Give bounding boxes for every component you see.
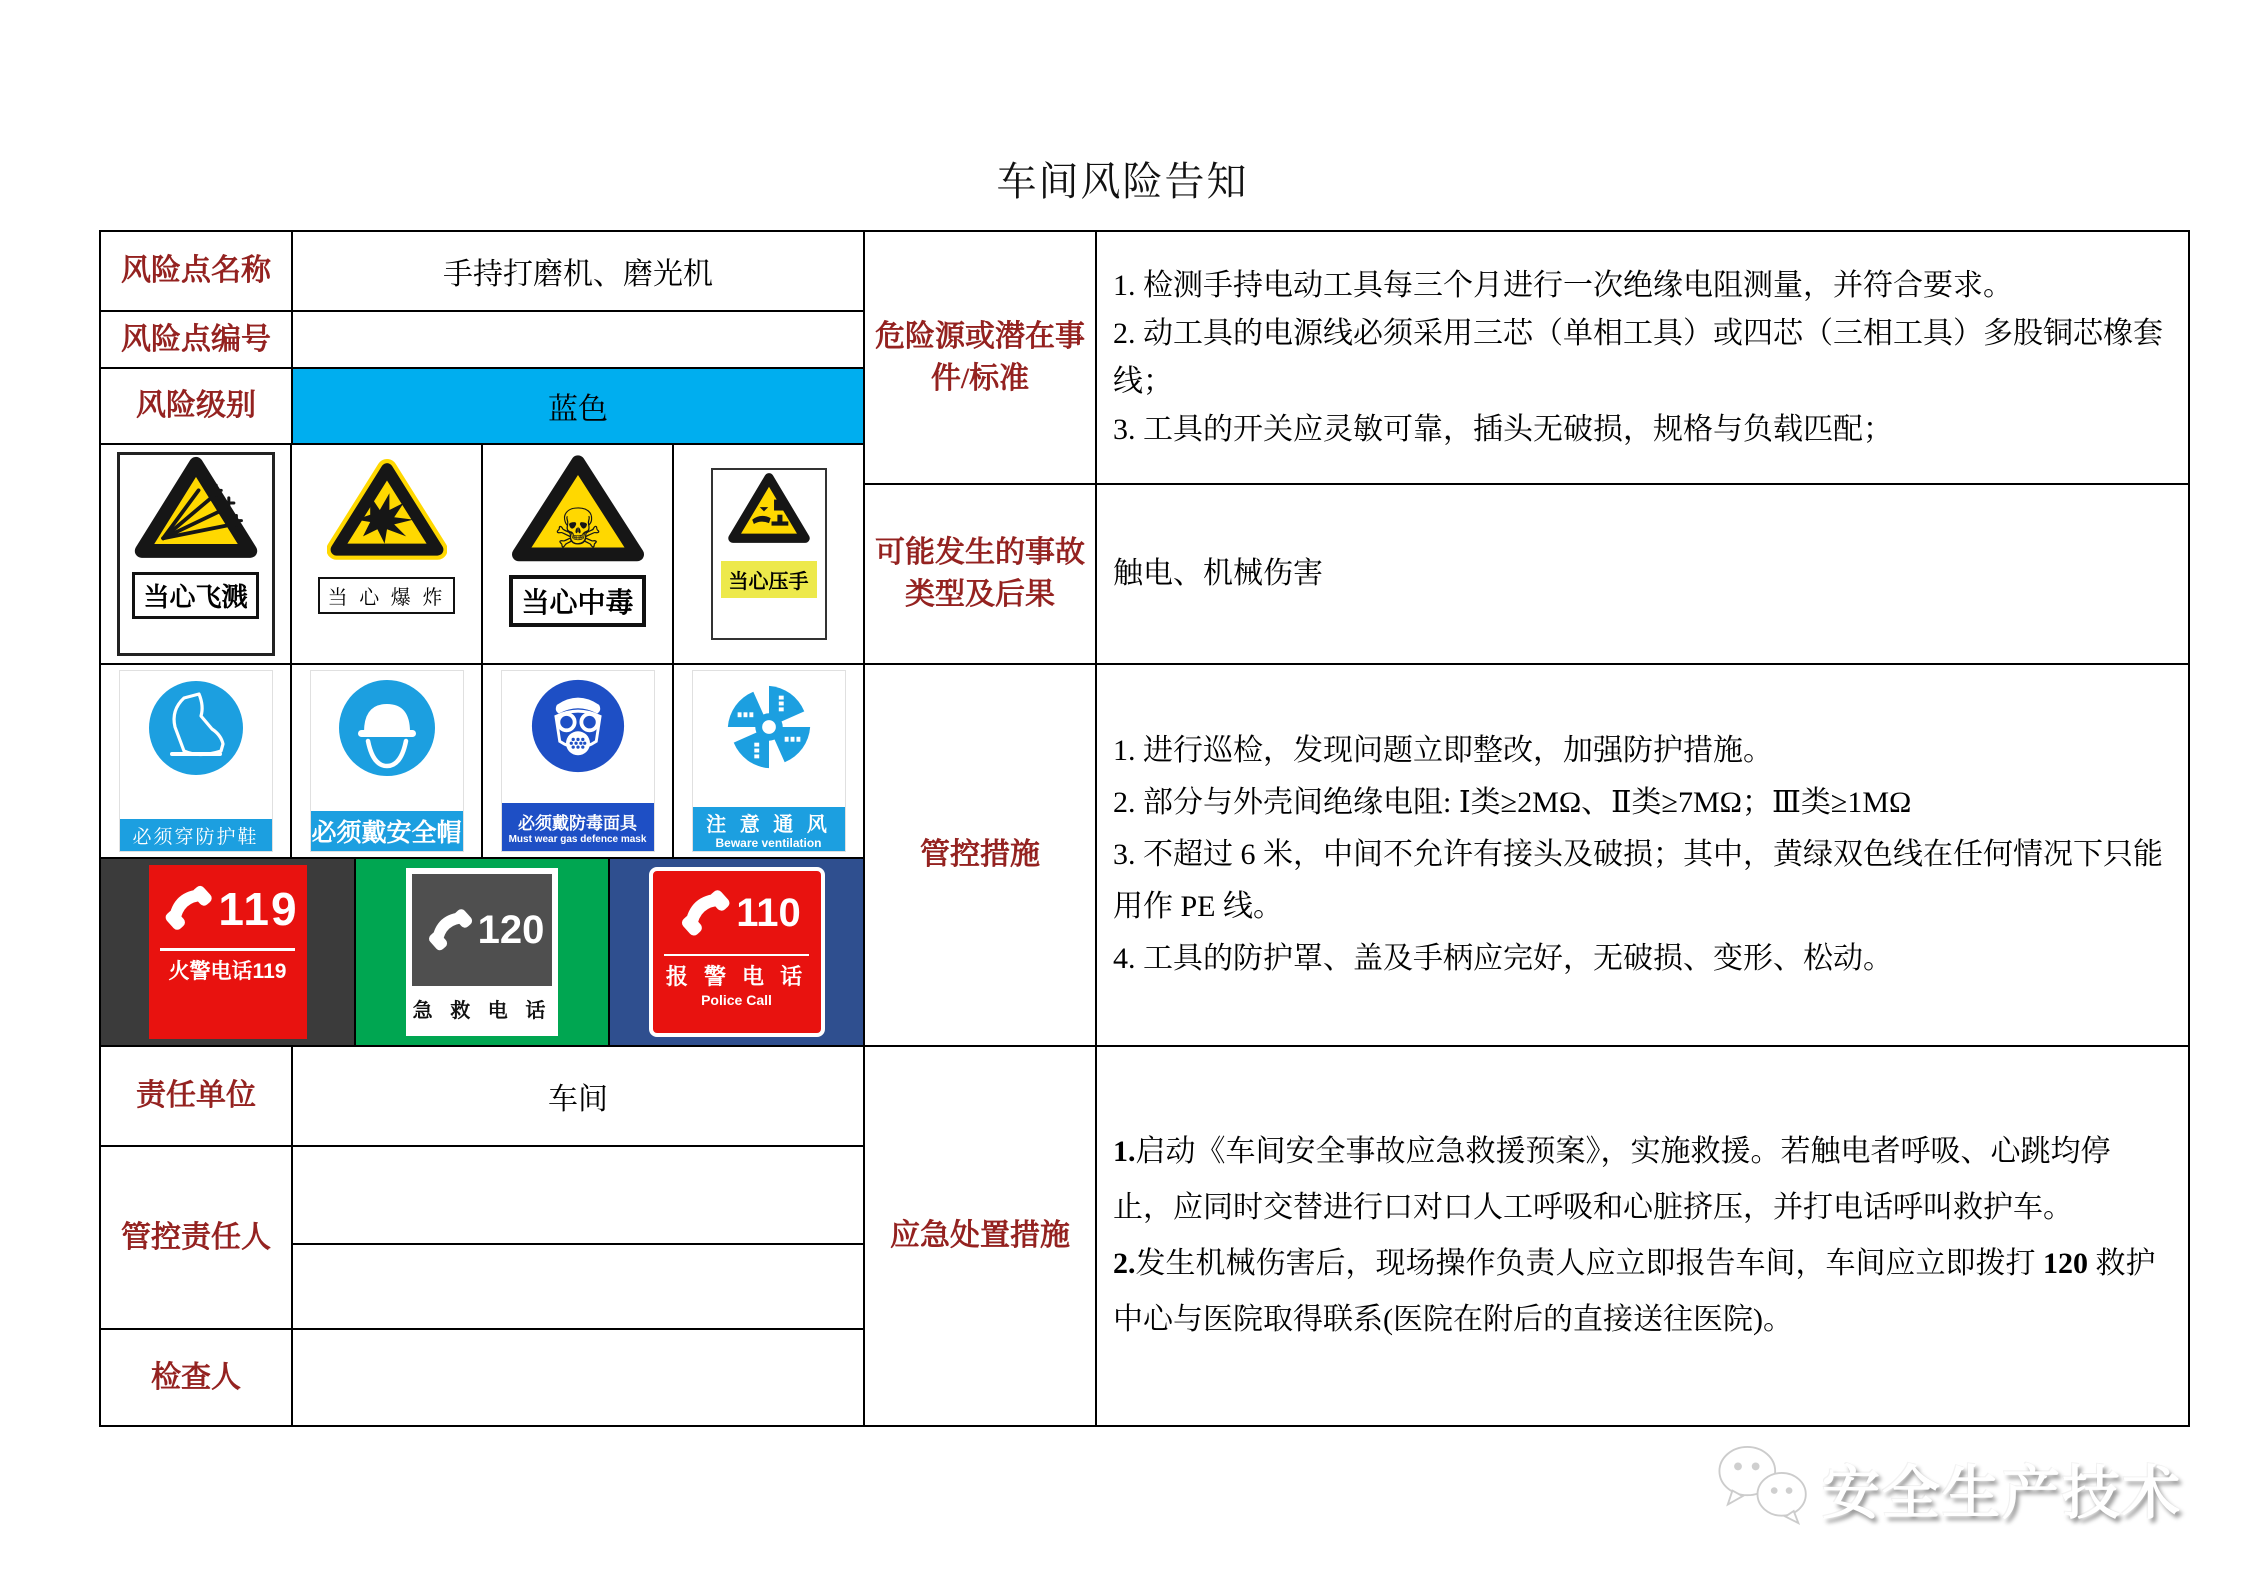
warning-sign-cell-explosion	[292, 445, 481, 663]
hazard-section-label: 危险源或潜在事件/标准	[865, 232, 1095, 483]
page-title: 车间风险告知	[996, 159, 1249, 204]
control-item: 4. 工具的防护罩、盖及手柄应完好，无破损、变形、松动。	[1113, 942, 1893, 975]
phone-sign-label: 报 警 电 话	[665, 964, 808, 989]
warning-sign-label: 当心中毒	[509, 575, 645, 627]
mandatory-sign-cell-boots	[101, 665, 290, 857]
watermark	[1712, 1440, 2182, 1535]
wechat-icon	[1712, 1440, 1816, 1535]
warning-sign-cell-poison	[483, 445, 672, 663]
phone-sign-cell-110	[610, 859, 863, 1045]
police-phone-110-sign	[649, 867, 825, 1037]
warning-sign-cell-hand	[674, 445, 863, 663]
ambulance-phone-120-sign	[406, 868, 558, 1036]
highlighted-number: 120	[2043, 1247, 2088, 1280]
risk-no-value	[293, 312, 863, 367]
warning-sign-poison	[499, 454, 657, 654]
risk-no-label: 风险点编号	[101, 312, 291, 367]
boot-icon	[146, 678, 246, 783]
inspector-label: 检查人	[101, 1330, 291, 1425]
warning-sign-explosion	[314, 458, 460, 650]
risk-name-label: 风险点名称	[101, 232, 291, 310]
phone-handset-icon	[156, 875, 218, 942]
unit-value: 车间	[293, 1047, 863, 1145]
explosion-icon	[327, 458, 447, 567]
manager-value-top	[293, 1147, 863, 1243]
phone-sign-cell-120	[356, 859, 608, 1045]
phone-handset-icon	[672, 879, 736, 948]
hazard-item: 1. 检测手持电动工具每三个月进行一次绝缘电阻测量，并符合要求。	[1113, 268, 2013, 302]
inspector-value	[293, 1330, 863, 1425]
splash-icon	[132, 455, 260, 566]
phone-sign-label: 急 救 电 话	[412, 1000, 552, 1022]
phone-sign-sublabel: Police Call	[701, 992, 772, 1008]
mandatory-sign-label: 注 意 通 风	[706, 813, 831, 836]
manager-label: 管控责任人	[101, 1147, 291, 1328]
accident-section-label: 可能发生的事故类型及后果	[865, 485, 1095, 663]
control-item: 3. 不超过 6 米，中间不允许有接头及破损；其中，黄绿双色线在任何情况下只能用作 PE 线。	[1113, 838, 2163, 923]
item-number: 1.	[1113, 1135, 1136, 1168]
warning-sign-label: 当心飞溅	[132, 572, 258, 619]
phone-number: 119	[218, 882, 299, 935]
control-text	[1097, 665, 2188, 1045]
mandatory-sign-cell-helmet	[292, 665, 481, 857]
mandatory-sign-boots	[119, 670, 273, 852]
warning-sign-label: 当心压手	[721, 561, 817, 598]
phone-sign-label: 火警电话119	[168, 960, 287, 983]
phone-handset-icon	[420, 899, 478, 962]
mandatory-sign-helmet	[310, 670, 464, 852]
phone-number: 120	[477, 907, 545, 952]
mandatory-sign-ventilation	[692, 670, 846, 852]
accident-text: 触电、机械伤害	[1097, 485, 2188, 663]
skull-icon	[508, 454, 648, 569]
item-number: 2.	[1113, 1247, 1136, 1280]
divider	[160, 948, 296, 951]
emergency-item: 1.启动《车间安全事故应急救援预案》，实施救援。若触电者呼吸、心跳均停止，应同时交替进行口对口人工呼吸和心脏挤压，并打电话呼叫救护车。	[1113, 1135, 2111, 1224]
control-section-label: 管控措施	[865, 665, 1095, 1045]
emergency-section-label: 应急处置措施	[865, 1047, 1095, 1425]
mandatory-sign-cell-ventilation	[674, 665, 863, 857]
hazard-item: 2. 动工具的电源线必须采用三芯（单相工具）或四芯（三相工具）多股铜芯橡套线；	[1113, 316, 2163, 398]
risk-level-label: 风险级别	[101, 369, 291, 443]
fire-phone-119-sign	[149, 865, 307, 1039]
divider	[664, 954, 808, 956]
control-item: 2. 部分与外壳间绝缘电阻: Ⅰ类≥2MΩ、Ⅱ类≥7MΩ；Ⅲ类≥1MΩ	[1113, 786, 1912, 819]
mandatory-sign-label: 必须戴安全帽	[311, 811, 463, 851]
risk-notice-table	[99, 230, 2190, 1427]
phone-sign-cell-119	[101, 859, 354, 1045]
gas-mask-icon	[530, 678, 626, 779]
emergency-text	[1097, 1047, 2188, 1425]
hand-press-icon	[727, 470, 811, 551]
hazard-item: 3. 工具的开关应灵敏可靠，插头无破损，规格与负载匹配；	[1113, 412, 1893, 446]
mandatory-sign-cell-gas-mask	[483, 665, 672, 857]
emergency-item: 2.发生机械伤害后，现场操作负责人应立即报告车间，车间应立即拨打 120 救护中心与医院取得联系(医院在附后的直接送往医院)。	[1113, 1247, 2156, 1336]
warning-sign-label: 当 心 爆 炸	[318, 577, 456, 614]
warning-sign-hand-press	[711, 468, 827, 640]
watermark-text: 安全生产技术	[1822, 1460, 2183, 1526]
helmet-icon	[335, 678, 439, 783]
mandatory-sign-sublabel: Must wear gas defence mask	[508, 834, 647, 845]
control-item: 1. 进行巡检，发现问题立即整改，加强防护措施。	[1113, 734, 1773, 767]
svg-text:☠: ☠	[552, 496, 603, 561]
fan-icon	[718, 678, 820, 781]
mandatory-sign-sublabel: Beware ventilation	[715, 835, 822, 850]
mandatory-sign-label: 必须穿防护鞋	[120, 819, 272, 851]
hazard-text	[1097, 232, 2188, 483]
phone-number: 110	[736, 891, 801, 935]
risk-level-value: 蓝色	[293, 369, 863, 443]
unit-label: 责任单位	[101, 1047, 291, 1145]
mandatory-sign-gas-mask	[501, 670, 655, 852]
warning-sign-cell-splash	[101, 445, 290, 663]
mandatory-sign-label: 必须戴防毒面具	[518, 814, 637, 833]
warning-sign-splash	[117, 452, 275, 656]
risk-name-value: 手持打磨机、磨光机	[293, 232, 863, 310]
manager-value-bottom	[293, 1245, 863, 1328]
